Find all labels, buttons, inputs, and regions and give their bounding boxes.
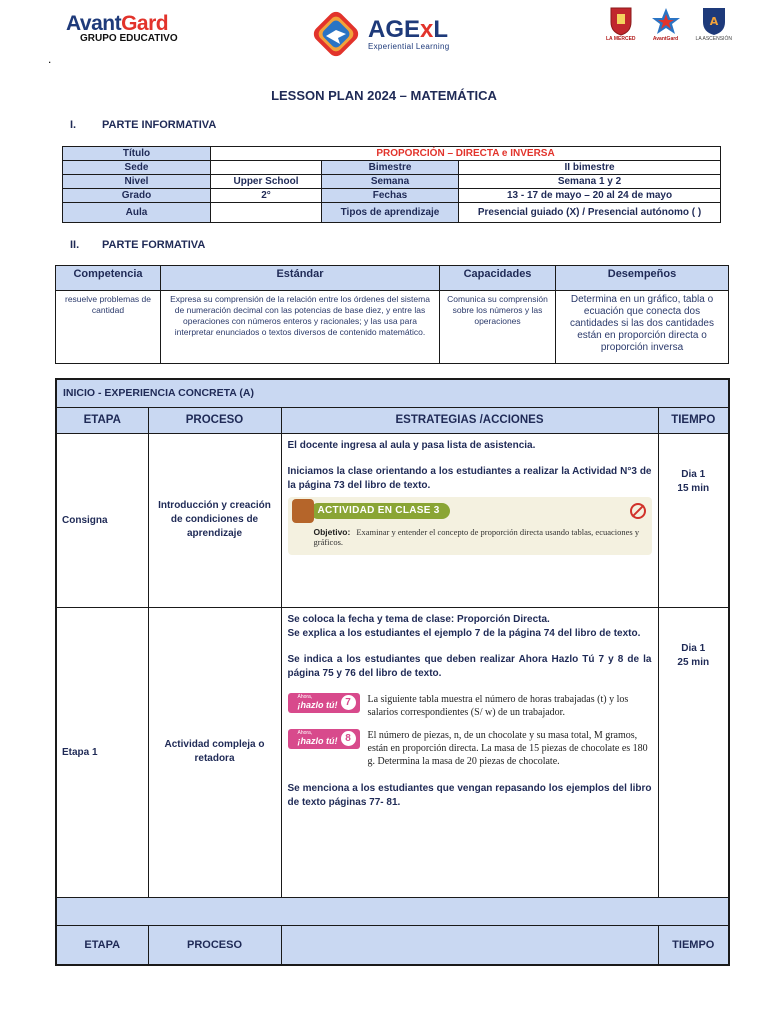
la-ascension-logo: A LA ASCENSIÓN: [696, 6, 732, 42]
activity-objective: Objetivo: Examinar y entender el concepto de proporción directa usando tablas, ecuaciones y gráficos.: [313, 526, 640, 547]
shield-icon: [701, 6, 727, 36]
etapa-1: Etapa 1: [56, 607, 148, 897]
agexl-logo: AGExL Experiential Learning: [310, 8, 449, 60]
header-proceso: PROCESO: [148, 407, 281, 433]
info-value-nivel: Upper School: [211, 175, 322, 189]
info-label-aula: Aula: [63, 203, 211, 223]
info-value-grado: 2°: [211, 189, 322, 203]
header-capacidades: Capacidades: [440, 266, 556, 291]
info-value-titulo: PROPORCIÓN – DIRECTA e INVERSA: [211, 147, 721, 161]
info-value-sede: [211, 161, 322, 175]
info-value-bimestre: II bimestre: [459, 161, 721, 175]
header-estrategias-2: [281, 925, 658, 965]
avantgard-school-logo: AvantGard: [650, 6, 682, 42]
tiempo-cell: Dia 1 25 min: [658, 607, 729, 897]
strategy-text: El docente ingresa al aula y pasa lista de asistencia.: [287, 439, 536, 451]
strategy-text: Iniciamos la clase orientando a los estudiantes a realizar la Actividad N°3 de la página 73 del libro de texto.: [287, 465, 652, 491]
section-heading-informativa: I. PARTE INFORMATIVA: [70, 119, 217, 131]
header-etapa-2: ETAPA: [56, 925, 148, 965]
hazlo-badge: Ahora, ¡hazlo tú! 8: [288, 729, 360, 749]
info-label-semana: Semana: [322, 175, 459, 189]
activity-label: ACTIVIDAD EN CLASE 3: [310, 503, 450, 519]
star-icon: [650, 6, 682, 36]
info-label-grado: Grado: [63, 189, 211, 203]
table-row: [56, 607, 729, 897]
avantgard-logo: AvantGard GRUPO EDUCATIVO: [66, 12, 178, 44]
tiempo-cell: Dia 1 15 min: [658, 433, 729, 607]
proceso-actividad: Actividad compleja o retadora: [148, 607, 281, 897]
info-label-fechas: Fechas: [322, 189, 459, 203]
hazlo-tu-8: Ahora, ¡hazlo tú! 8 El número de piezas, n, de un chocolate y su masa total, M gramos, están en proporción directa. La masa de 15 piezas de chocolate es 180 g. Determina la masa de 20 piezas de chocolate.: [288, 729, 652, 768]
info-label-sede: Sede: [63, 161, 211, 175]
strategy-text: Se indica a los estudiantes que deben realizar Ahora Hazlo Tú 7 y 8 de la página 75 y 76 del libro de texto.: [287, 653, 652, 679]
capacidades-cell: Comunica su comprensión sobre los números y las operaciones: [440, 291, 556, 364]
header-tiempo: TIEMPO: [658, 407, 729, 433]
info-label-nivel: Nivel: [63, 175, 211, 189]
info-label-titulo: Título: [63, 147, 211, 161]
agexl-mark-icon: [310, 8, 362, 60]
school-logos: [606, 6, 746, 42]
strategy-cell: [281, 607, 658, 897]
lesson-band-empty: [56, 897, 729, 925]
no-calculator-icon: [630, 503, 646, 519]
etapa-consigna: Consigna: [56, 433, 148, 607]
estandar-cell: Expresa su comprensión de la relación entre los órdenes del sistema de numeración decimal con las potencias de base diez, y entre las operaciones con números enteros y racionales; y las usa para interpretar enunciados o textos diversos de contenido matemático.: [161, 291, 440, 364]
header-tiempo-2: TIEMPO: [658, 925, 729, 965]
lesson-table: [55, 378, 730, 966]
header-etapa: ETAPA: [56, 407, 148, 433]
info-value-semana: Semana 1 y 2: [459, 175, 721, 189]
page-title: LESSON PLAN 2024 – MATEMÁTICA: [271, 88, 497, 103]
strategy-text: Se menciona a los estudiantes que vengan repasando los ejemplos del libro de texto páginas 77- 81.: [287, 782, 652, 808]
table-row: [56, 433, 729, 607]
hazlo-tu-7: Ahora, ¡hazlo tú! 7 La siguiente tabla muestra el número de horas trabajadas (t) y los salarios correspondientes (S/ w) de un trabajador.: [288, 693, 652, 719]
avantgard-subtitle: GRUPO EDUCATIVO: [80, 33, 178, 44]
competency-table: [55, 265, 729, 364]
section-heading-formativa: II. PARTE FORMATIVA: [70, 239, 206, 251]
info-table: [62, 146, 721, 223]
competencia-cell: resuelve problemas de cantidad: [56, 291, 161, 364]
student-avatar-icon: [292, 499, 314, 523]
info-value-tipos: Presencial guiado (X) / Presencial autónomo ( ): [459, 203, 721, 223]
svg-text:A: A: [709, 15, 719, 28]
la-merced-logo: LA MERCED: [606, 6, 636, 42]
proceso-introduccion: Introducción y creación de condiciones de aprendizaje: [148, 433, 281, 607]
info-value-aula: [211, 203, 322, 223]
header-estandar: Estándar: [161, 266, 440, 291]
header-proceso-2: PROCESO: [148, 925, 281, 965]
info-label-bimestre: Bimestre: [322, 161, 459, 175]
stray-dot: .: [48, 52, 52, 66]
lesson-band-title: INICIO - EXPERIENCIA CONCRETA (A): [56, 379, 729, 407]
desempenos-cell: Determina en un gráfico, tabla o ecuación que conecta dos cantidades si las dos cantidades están en proporción directa o proporción inversa: [556, 291, 729, 364]
strategy-cell: [281, 433, 658, 607]
header-competencia: Competencia: [56, 266, 161, 291]
strategy-text: Se explica a los estudiantes el ejemplo 7 de la página 74 del libro de texto.: [287, 627, 641, 639]
strategy-text: Se coloca la fecha y tema de clase: Proporción Directa.: [287, 613, 550, 625]
activity-banner: [288, 497, 652, 555]
hazlo-badge: Ahora, ¡hazlo tú! 7: [288, 693, 360, 713]
crest-icon: [608, 6, 634, 36]
header-desempenos: Desempeños: [556, 266, 729, 291]
info-label-tipos: Tipos de aprendizaje: [322, 203, 459, 223]
header-estrategias: ESTRATEGIAS /ACCIONES: [281, 407, 658, 433]
info-value-fechas: 13 - 17 de mayo – 20 al 24 de mayo: [459, 189, 721, 203]
agexl-tagline: Experiential Learning: [368, 41, 450, 51]
